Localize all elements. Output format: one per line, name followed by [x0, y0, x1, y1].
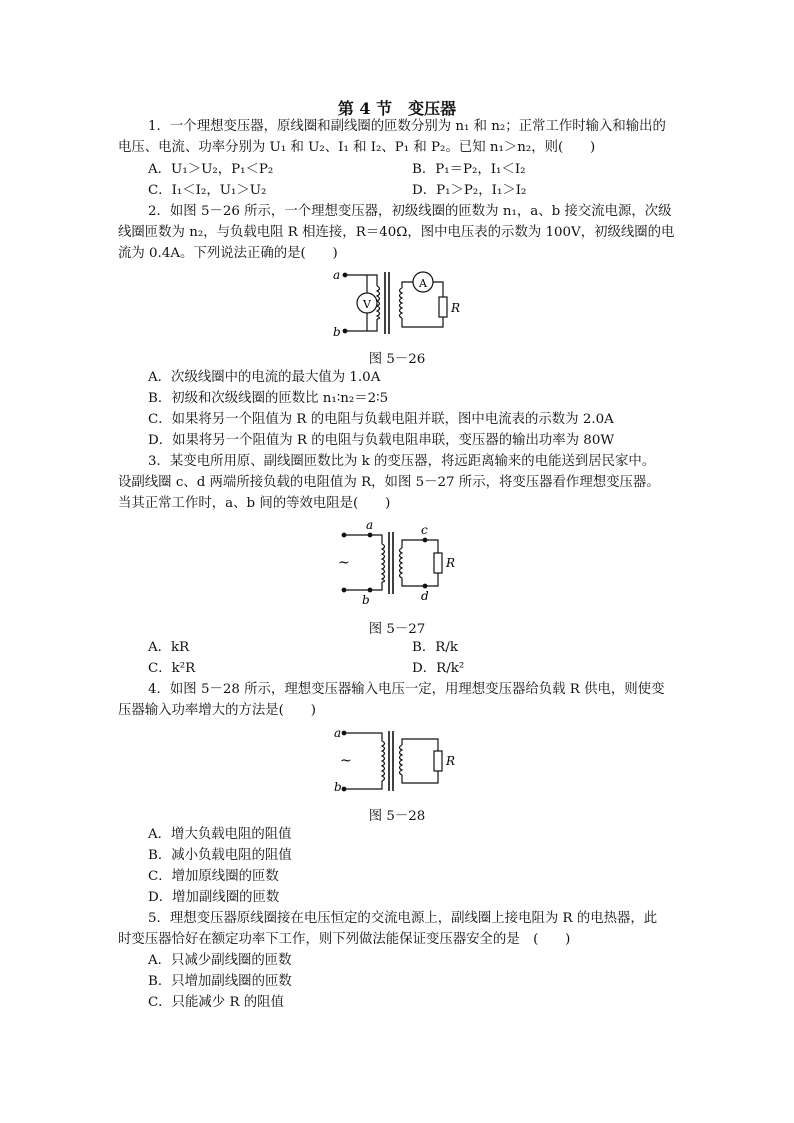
figure-label-a: a [366, 518, 374, 532]
ammeter-symbol: A [419, 277, 427, 290]
q2-option-a: A．次级线圈中的电流的最大值为 1.0A [148, 370, 381, 385]
figure-5-28 [330, 725, 465, 795]
q1-stem-line-2: 电压、电流、功率分别为 U₁ 和 U₂、I₁ 和 I₂、P₁ 和 P₂。已知 n₁＞n₂，则( ) [118, 140, 596, 155]
q1-option-b: B．P₁＝P₂，I₁＜I₂ [412, 162, 526, 177]
figure-label-b: b [333, 325, 341, 339]
q3-option-a: A．kR [148, 640, 190, 655]
q2-option-c: C．如果将另一个阻值为 R 的电阻与负载电阻并联，图中电流表的示数为 2.0A [148, 412, 614, 427]
figure-label-a: a [333, 268, 341, 282]
figure-5-27 [330, 518, 465, 608]
q4-stem-line-1: 4．如图 5－28 所示，理想变压器输入电压一定，用理想变压器给负载 R 供电，则使变 [148, 682, 665, 697]
q4-option-a: A．增大负载电阻的阻值 [148, 827, 292, 842]
q2-stem-line-2: 线圈匝数为 n₂，与负载电阻 R 相连接，R＝40Ω，图中电压表的示数为 100V，初级线圈的电 [118, 225, 675, 240]
figure-label-b: b [362, 593, 370, 607]
ac-source-symbol: ~ [338, 555, 350, 571]
figure-5-26-caption: 图 5－26 [368, 352, 426, 367]
figure-label-b: b [334, 780, 342, 794]
q5-stem-line-1: 5．理想变压器原线圈接在电压恒定的交流电源上，副线圈上接电阻为 R 的电热器，此 [148, 911, 658, 926]
q2-stem-line-1: 2．如图 5－26 所示，一个理想变压器，初级线圈的匝数为 n₁，a、b 接交流电源，次级 [148, 204, 672, 219]
q4-option-d: D．增加副线圈的匝数 [148, 890, 280, 905]
q5-option-c: C．只能减少 R 的阻值 [148, 995, 284, 1010]
q5-stem-line-2: 时变压器恰好在额定功率下工作，则下列做法能保证变压器安全的是 ( ) [118, 932, 571, 947]
q5-option-a: A．只减少副线圈的匝数 [148, 953, 292, 968]
figure-5-26 [325, 266, 470, 342]
q4-option-c: C．增加原线圈的匝数 [148, 869, 279, 884]
q1-option-a: A．U₁＞U₂，P₁＜P₂ [148, 162, 274, 177]
figure-label-d: d [421, 589, 429, 603]
q1-option-c: C．I₁＜I₂，U₁＞U₂ [148, 183, 267, 198]
figure-label-c: c [421, 523, 428, 537]
resistor-label: R [446, 754, 456, 768]
figure-label-a: a [334, 726, 342, 740]
q3-stem-line-1: 3．某变电所用原、副线圈匝数比为 k 的变压器，将远距离输来的电能送到居民家中。 [148, 454, 656, 469]
resistor-label: R [451, 301, 461, 315]
q1-stem-line-1: 1．一个理想变压器，原线圈和副线圈的匝数分别为 n₁ 和 n₂；正常工作时输入和输出的 [148, 119, 666, 134]
q2-option-d: D．如果将另一个阻值为 R 的电阻与负载电阻串联，变压器的输出功率为 80W [148, 433, 615, 448]
q2-stem-line-3: 流为 0.4A。下列说法正确的是( ) [118, 246, 338, 261]
q3-stem-line-2: 设副线圈 c、d 两端所接负载的电阻值为 R，如图 5－27 所示，将变压器看作理想变压器。 [118, 475, 660, 490]
resistor-label: R [446, 556, 456, 570]
q3-option-c: C．k²R [148, 661, 196, 676]
voltmeter-symbol: V [363, 298, 371, 311]
figure-5-28-caption: 图 5－28 [368, 809, 426, 824]
q5-option-b: B．只增加副线圈的匝数 [148, 974, 292, 989]
q3-option-b: B．R/k [412, 640, 458, 655]
q1-option-d: D．P₁＞P₂，I₁＞I₂ [412, 183, 527, 198]
q2-option-b: B．初级和次级线圈的匝数比 n₁∶n₂＝2∶5 [148, 391, 389, 406]
q3-option-d: D．R/k² [412, 661, 465, 676]
q3-stem-line-3: 当其正常工作时，a、b 间的等效电阻是( ) [118, 496, 391, 511]
ac-source-symbol: ~ [340, 753, 352, 769]
q4-option-b: B．减小负载电阻的阻值 [148, 848, 292, 863]
q4-stem-line-2: 压器输入功率增大的方法是( ) [118, 703, 316, 718]
figure-5-27-caption: 图 5－27 [368, 622, 426, 637]
section-title: 第 4 节 变压器 [337, 99, 457, 118]
